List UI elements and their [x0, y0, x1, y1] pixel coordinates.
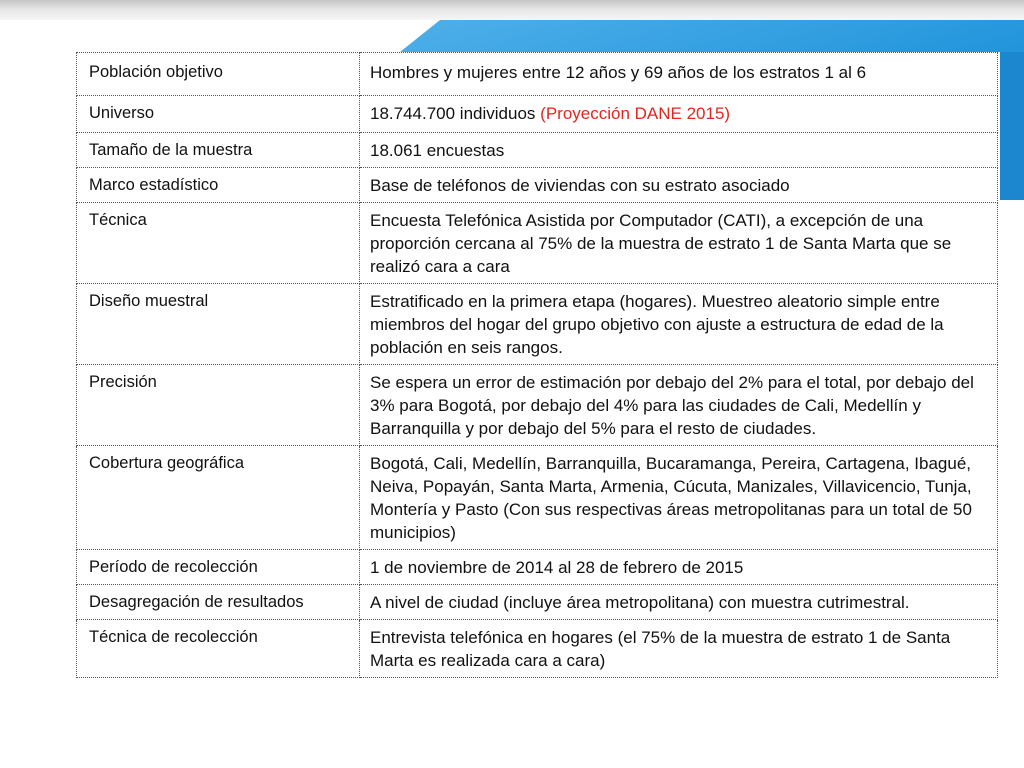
table-row: [77, 203, 998, 284]
table-row: [77, 446, 998, 550]
survey-methodology-table: [76, 52, 997, 678]
table-row: [77, 284, 998, 365]
table-row: [77, 168, 998, 203]
row-value: 18.061 encuestas: [360, 133, 998, 168]
row-value: Estratificado en la primera etapa (hogares). Muestreo aleatorio simple entre miembros del hogar del grupo objetivo con ajuste a estructura de edad de la población en seis rangos.: [360, 284, 998, 365]
row-value: Hombres y mujeres entre 12 años y 69 años de los estratos 1 al 6: [360, 53, 998, 96]
row-label: Universo: [77, 96, 360, 133]
row-label: Diseño muestral: [77, 284, 360, 365]
row-value: Se espera un error de estimación por debajo del 2% para el total, por debajo del 3% para Bogotá, por debajo del 4% para las ciudades de Cali, Medellín y Barranquilla y por debajo del 5% para el resto de ciudades.: [360, 365, 998, 446]
row-value: Encuesta Telefónica Asistida por Computador (CATI), a excepción de una proporción cercana al 75% de la muestra de estrato 1 de Santa Marta que se realizó cara a cara: [360, 203, 998, 284]
row-label: Técnica: [77, 203, 360, 284]
row-value: A nivel de ciudad (incluye área metropolitana) con muestra cutrimestral.: [360, 585, 998, 620]
row-label: Cobertura geográfica: [77, 446, 360, 550]
table-row: [77, 620, 998, 678]
blue-banner-edge: [1000, 52, 1024, 200]
row-value: 1 de noviembre de 2014 al 28 de febrero de 2015: [360, 550, 998, 585]
row-label: Precisión: [77, 365, 360, 446]
table-row: [77, 96, 998, 133]
row-label: Marco estadístico: [77, 168, 360, 203]
row-value: [360, 96, 998, 133]
table-row: [77, 365, 998, 446]
row-value: Entrevista telefónica en hogares (el 75% de la muestra de estrato 1 de Santa Marta es realizada cara a cara): [360, 620, 998, 678]
row-label: Período de recolección: [77, 550, 360, 585]
row-value: Base de teléfonos de viviendas con su estrato asociado: [360, 168, 998, 203]
row-label: Técnica de recolección: [77, 620, 360, 678]
table-row: [77, 133, 998, 168]
universe-count: 18.744.700 individuos: [370, 104, 536, 123]
row-label: Población objetivo: [77, 53, 360, 96]
row-value: Bogotá, Cali, Medellín, Barranquilla, Bucaramanga, Pereira, Cartagena, Ibagué, Neiva, Popayán, Santa Marta, Armenia, Cúcuta, Manizales, Villavicencio, Tunja, Montería y Pasto (Con sus respectivas áreas metropolitanas para un total de 50 municipios): [360, 446, 998, 550]
row-label: Desagregación de resultados: [77, 585, 360, 620]
table-row: [77, 53, 998, 96]
row-label: Tamaño de la muestra: [77, 133, 360, 168]
projection-note: (Proyección DANE 2015): [540, 104, 731, 123]
table-row: [77, 585, 998, 620]
table-row: [77, 550, 998, 585]
